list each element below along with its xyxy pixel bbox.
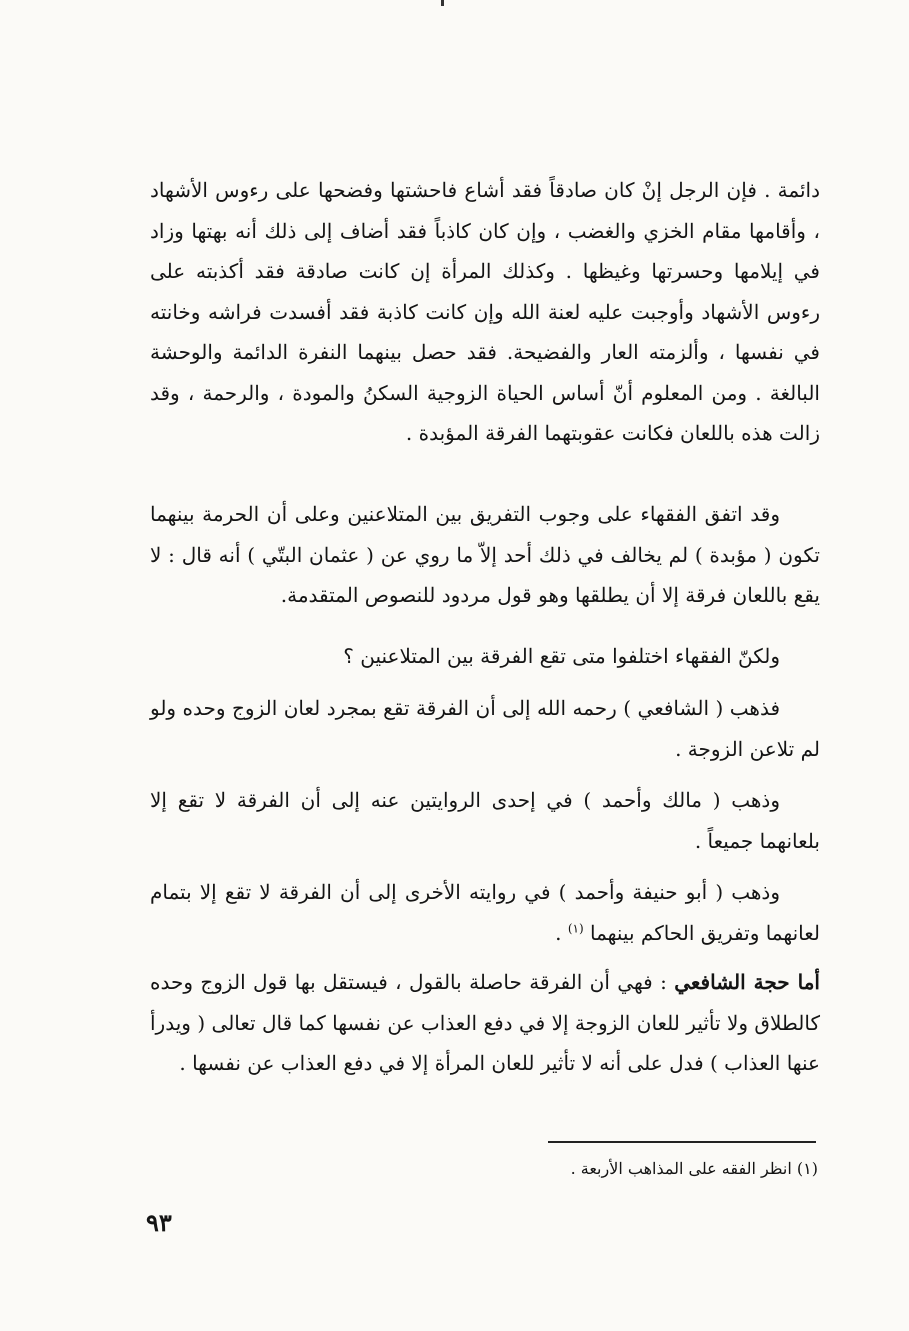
body-text-7 <box>150 962 820 1084</box>
body-text-4 <box>150 688 820 769</box>
paragraph-1: دائمة . فإن الرجل إنْ كان صادقاً فقد أشاع فاحشتها وفضحها على رءوس الأشهاد ، وأقامها مقام الخزي والغضب ، وإن كان كاذباً فقد أضاف إلى ذلك أنه بهتها وزاد في إيلامها وحسرتها وغيظها . وكذلك المرأة إن كانت صادقة فقد أكذبته على رءوس الأشهاد وأوجبت عليه لعنة الله وإن كانت كاذبة فقد أفسدت فراشه وخانته في نفسها ، وألزمته العار والفضيحة. فقد حصل بينهما النفرة الدائمة والوحشة البالغة . ومن المعلوم أنّ أساس الحياة الزوجية السكنُ والمودة ، والرحمة ، وقد زالت هذه باللعان فكانت عقوبتهما الفرقة المؤبدة . <box>150 178 820 445</box>
paragraph-7 <box>150 962 820 1084</box>
paragraph-6 <box>150 872 820 953</box>
paragraph-7-lead: أما حجة الشافعي <box>674 970 820 994</box>
paragraph-7-text: : فهي أن الفرقة حاصلة بالقول ، فيستقل بها قول الزوج وحده كالطلاق ولا تأثير للعان الزوجة إلا في دفع العذاب عن نفسها كما قال تعالى ( ويدرأ عنها العذاب ) فدل على أنه لا تأثير للعان المرأة إلا في دفع العذاب عن نفسها . <box>150 970 820 1075</box>
footnote-divider <box>548 1141 816 1143</box>
paragraph-2: وقد اتفق الفقهاء على وجوب التفريق بين المتلاعنين وعلى أن الحرمة بينهما تكون ( مؤبدة ) لم يخالف في ذلك أحد إلاّ ما روي عن ( عثمان البتّي ) أنه قال : لا يقع باللعان فرقة إلا أن يطلقها وهو قول مردود للنصوص المتقدمة. <box>150 502 820 607</box>
body-text-6 <box>150 872 820 953</box>
paragraph-6-end: . <box>555 920 568 945</box>
paragraph-6-text: وذهب ( أبو حنيفة وأحمد ) في روايته الأخرى إلى أن الفرقة لا تقع إلا بتمام لعانهما وتفريق الحاكم بينهما <box>150 880 820 945</box>
paragraph-5: وذهب ( مالك وأحمد ) في إحدى الروايتين عنه إلى أن الفرقة لا تقع إلا بلعانهما جميعاً . <box>150 788 820 853</box>
body-text <box>150 170 820 454</box>
body-text-5 <box>150 780 820 861</box>
page-number: ٩٣ <box>146 1208 172 1237</box>
body-text-3 <box>150 636 820 677</box>
paragraph-3: ولكنّ الفقهاء اختلفوا متى تقع الفرقة بين المتلاعنين ؟ <box>343 644 780 668</box>
body-text-2 <box>150 494 820 616</box>
paragraph-4: فذهب ( الشافعي ) رحمه الله إلى أن الفرقة تقع بمجرد لعان الزوج وحده ولو لم تلاعن الزوجة . <box>150 696 820 761</box>
footnote: (١) انظر الفقه على المذاهب الأربعة . <box>570 1159 818 1178</box>
footnote-ref: (١) <box>567 920 584 935</box>
scan-mark <box>441 0 444 6</box>
